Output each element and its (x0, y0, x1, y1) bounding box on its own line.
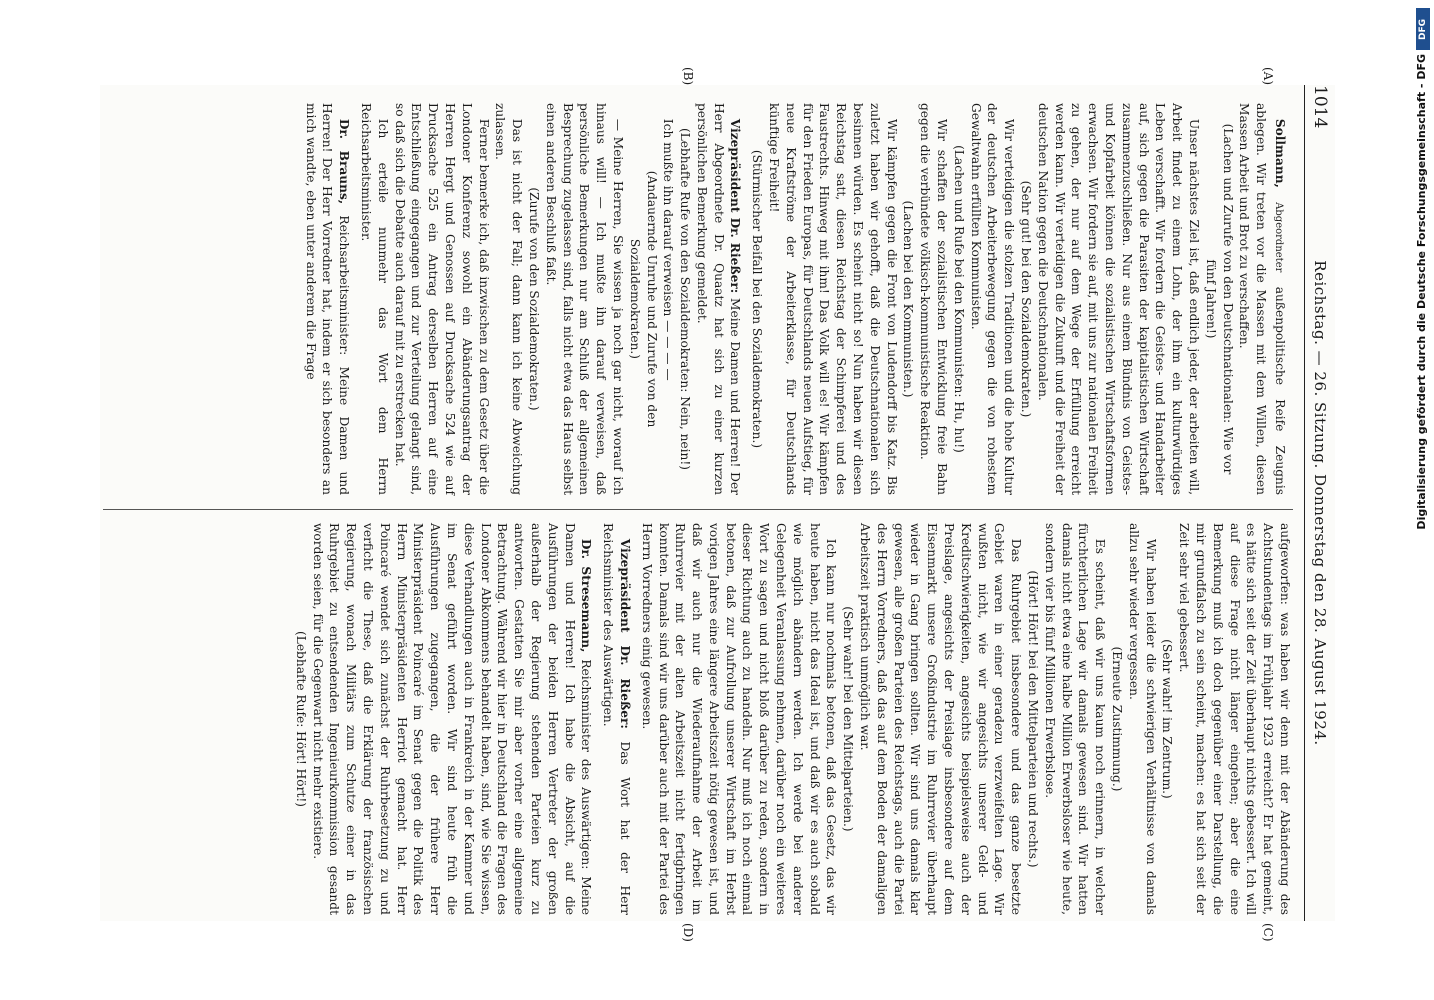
body-paragraph (660, 103, 677, 495)
interjection-text: (Sehr wahr! bei den Mittelparteien.) (841, 606, 856, 832)
interjection (626, 103, 660, 495)
interjection (292, 523, 309, 915)
speech-text: außenpolitische Reife Zeugnis ablegen. Wir treten vor die Massen mit dem Willen, diesen Massen Arbeit und Brot zu verschaffen. (1237, 103, 1287, 496)
interjection (1017, 103, 1034, 495)
body-paragraph (916, 103, 950, 495)
body-paragraph (856, 523, 1024, 915)
speaker-name: Vizepräsident Dr. Rießer: (728, 118, 743, 294)
body-paragraph (1041, 523, 1108, 915)
interjection-text: (Zurufe von den Sozialdemokraten.) (526, 187, 541, 411)
body-paragraph (1125, 523, 1159, 915)
margin-marker-c: (C) (1261, 923, 1275, 942)
interjection-text: (Lachen und Rufe bei den Kommunisten: Hu, hu!) (951, 145, 966, 453)
margin-marker-b: (B) (681, 67, 695, 86)
interjection-text: (Lebhafte Rufe: Hört! Hört!) (293, 630, 308, 807)
interjection (839, 523, 856, 915)
interjection (1159, 523, 1176, 915)
interjection-text: (Stürmischer Beifall bei den Sozialdemokraten.) (750, 149, 765, 449)
body-paragraph (967, 103, 1017, 495)
interjection (1108, 523, 1125, 915)
speaker-role: Abgeordneter (1273, 202, 1284, 273)
interjection (1024, 523, 1041, 915)
paragraph-text: Das ist nicht der Fall; dann kann ich keine Abweichung zulassen. (493, 103, 525, 495)
speech-paragraph (693, 103, 743, 495)
body-paragraph (638, 523, 840, 915)
body-paragraph (1034, 103, 1202, 495)
interjection-text: (Erneute Zustimmung.) (1110, 646, 1125, 792)
page-number: 1014 (1310, 85, 1330, 129)
text-column-right (103, 523, 1293, 915)
paragraph-text: aufgeworfen: was haben wir denn mit der Abänderung des Achtstundentags im Frühjahr 1923 erreicht? Er hat gemeint, es hätte sich seit der Zeit überhaupt nichts gebessert. Ich will auf diese Frage nicht länger eingehen; aber die eine Bemerkung muß ich doch gegenüber einer Darstellung, die mir grundfalsch zu sein scheint, machen: es hat sich seit der Zeit sehr viel gebessert. (1177, 523, 1292, 915)
body-paragraph (542, 103, 626, 495)
paragraph-text: Es scheint, daß wir uns kaum noch erinnern, in welcher fürchterlichen Lage wir damals gewesen sind. Wir hatten damals nicht etwa eine halbe Million Erwerbsloser wie heute, sondern vier bis fünf Millionen Erwerbslose. (1042, 523, 1108, 915)
interjection-text: (Sehr wahr! im Zentrum.) (1160, 639, 1175, 799)
speech-paragraph (1236, 103, 1288, 495)
interjection (1202, 103, 1236, 495)
body-paragraph (391, 103, 492, 495)
paragraph-text: Ich kann nur nochmals betonen, daß das Gesetz, das wir heute haben, nicht das Ideal ist, und daß wir es auch sobald wie möglich abändern werden. Ich werde bei anderer Gelegenheit Veranlassung nehmen, darüber noch ein weiteres Wort zu sagen und nicht bloß darüber zu reden, sondern in dieser Richtung auch zu handeln. Nur muß ich noch einmal betonen, daß zur Aufrollung unserer Wirtschaft im Herbst vorigen Jahres eine längere Arbeitszeit nötig gewesen ist, und daß wir auch nur die Wiederaufnahme der Arbeit im Ruhrrevier mit der alten Arbeitszeit nicht fertigbringen konnten. Damals sind wir uns darüber auch mit der Partei des Herrn Vorredners einig gewesen. (639, 523, 839, 915)
digitization-credit (1412, 8, 1434, 993)
interjection (749, 103, 766, 495)
interjection-text: (Sehr gut! bei den Sozialdemokraten.) (1019, 180, 1034, 418)
dfg-logo-icon: DFG (1416, 8, 1430, 50)
speech-paragraph (302, 103, 352, 495)
paragraph-text: Ferner bemerke ich, daß inzwischen zu dem Gesetz über die Londoner Konferenz sowohl ein Abänderungsantrag der Herren Hergt und Genossen auf Drucksache 524 wie auf Drucksache 525 ein Antrag derselben Herren auf eine Entschließung eingegangen und zur Verteilung gelangt sind, so daß sich die Debatte auch darauf mit zu erstrecken hat. (392, 103, 491, 495)
margin-marker-d: (D) (681, 923, 695, 942)
interjection (900, 103, 917, 495)
credit-text: Digitalisierung gefördert durch die Deutsche Forschungsgemeinschaft - DFG (1415, 54, 1428, 530)
speech-text: Meine Damen und Herren! Der Herr Abgeordnete Dr. Quaatz hat sich zu einer kurzen persönlichen Bemerkung gemeldet. (694, 103, 743, 495)
speech-text: Reichsarbeitsminister: Meine Damen und Herren! Der Herr Vorredner hat, indem er sich besonders an mich wandte, eben unter anderem die Frage (303, 103, 352, 495)
paragraph-text: Ich mußte ihn darauf verweisen — — — — (661, 118, 676, 381)
interjection-text: (Lachen bei den Kommunisten.) (901, 200, 916, 398)
speech-paragraph (599, 523, 633, 915)
paragraph-text: Das Ruhrgebiet insbesondere und das ganze besetzte Gebiet waren in einer geradezu verzweifelten Lage. Wir wußten nicht, wie wir angesichts unserer Geld- und Kreditschwierigkeiten, angesichts beispielsweise auch der Preislage, angesichts der Preislage insbesondere auf dem Eisenmarkt unsere Großindustrie im Ruhrrevier überhaupt wieder in Gang bringen sollten. Wir sind uns damals klar gewesen, alle großen Parteien des Reichstags, auch die Partei des Herrn Vorredners, daß das auf dem Boden der damaligen Arbeitszeit praktisch unmöglich war. (858, 523, 1024, 915)
body-paragraph (357, 103, 391, 495)
speech-paragraph (309, 523, 595, 915)
body-paragraph (765, 103, 899, 495)
paragraph-text: Wir verteidigen die stolzen Traditionen und die hohe Kultur der deutschen Arbeiterbewegung gegen die von rohestem Gewaltwahn erfüllten Kommunisten. (968, 103, 1017, 495)
margin-marker-a: (A) (1261, 67, 1275, 86)
paragraph-text: — Meine Herren, Sie wissen ja noch gar nicht, worauf ich hinaus will! — Ich mußte ihn darauf verweisen, daß persönliche Bemerkungen nur am Schluß der allgemeinen Besprechung zugelassen sind, falls nicht etwa das Haus selbst einen anderen Beschluß faßt. (543, 103, 625, 495)
interjection (950, 103, 967, 495)
page-header (1304, 85, 1335, 921)
speaker-name: Sollmann, (1273, 118, 1287, 188)
body-paragraph (492, 103, 526, 495)
text-column-left (103, 103, 1293, 495)
interjection-text: (Lachen und Zurufe von den Deutschnationalen: Wie vor fünf Jahren!) (1203, 123, 1235, 475)
paragraph-text: Unser nächstes Ziel ist, daß endlich jeder, der arbeiten will, Arbeit findet zu einem Lohn, der ihm ein kulturwürdiges Leben verschafft. Wir fordern die Geistes- und Handarbeiter auf, sich gegen die Parasiten der kapitalistischen Wirtschaft zusammenzuschließen. Nur aus einem Bündnis von Geistes- und Kopfarbeit können die sozialistischen Wirtschaftsformen erwachsen. Wir fordern sie auf, mit uns zur nationalen Freiheit zu gehen, der nur auf dem Wege der Erfüllung erreicht werden kann. Wir verteidigen die Zukunft und die Freiheit der deutschen Nation gegen die Deutschnationalen. (1035, 103, 1202, 495)
paragraph-text: Wir haben leider die schwierigen Verhältnisse von damals allzu sehr wieder vergessen. (1126, 523, 1158, 915)
speaker-name: Dr. Brauns, (337, 118, 352, 205)
body-paragraph (1175, 523, 1293, 915)
speaker-name: Vizepräsident Dr. Rießer: (617, 538, 632, 729)
interjection-text: (Hört! Hört! bei den Mittelparteien und rechts.) (1026, 570, 1041, 868)
speaker-name: Dr. Stresemann, (579, 538, 594, 653)
column-divider (103, 509, 1293, 510)
paragraph-text: Ich erteile nunmehr das Wort dem Herrn Reichsarbeitsminister. (358, 103, 390, 495)
paragraph-text: Wir schaffen der sozialistischen Entwicklung freie Bahn gegen die verbündete völkisch-kommunistische Reaktion. (918, 103, 950, 495)
running-title: Reichstag. — 26. Sitzung. Donnerstag den 28. August 1924. (1311, 260, 1329, 746)
speech-text: Das Wort hat der Herr Reichsminister des Auswärtigen. (601, 523, 632, 915)
document-page (100, 67, 1335, 942)
interjection (525, 103, 542, 495)
interjection-text: (Andauernde Unruhe und Zurufe von den Sozialdemokraten.) (627, 170, 659, 428)
speech-text: Reichsminister des Auswärtigen: Meine Damen und Herren! Ich habe die Absicht, auf die Ausführungen der beiden Herren Vertreter der großen außerhalb der Regierung stehenden Parteien kurz zu antworten. Gestatten Sie mir aber vorher eine allgemeine Betrachtung. Während wir hier in Deutschland die Fragen des Londoner Abkommens behandelt haben, sind, wie Sie wissen, diese Verhandlungen auch in Frankreich in der Kammer und im Senat geführt worden. Wir sind heute früh die Ausführungen zugegangen, die der frühere Herr Ministerpräsident Poincaré im Senat gegen die Politik des Herrn Ministerpräsidenten Herriot gemacht hat. Herr Poincaré wendet sich zunächst der Ruhrbesetzung zu und verficht die These, daß die Erklärung der französischen Regierung, wonach Militärs zum Schutze einer in das Ruhrgebiet zu entsendenden Ingenieurkommission gesandt worden seien, für die Gegenwart nicht mehr existiere. (310, 523, 594, 915)
interjection (676, 103, 693, 495)
interjection-text: (Lebhafte Rufe von den Sozialdemokraten: Nein, nein!) (678, 127, 693, 471)
paragraph-text: Wir kämpfen gegen die Front von Ludendorff bis Katz. Bis zuletzt haben wir gehofft, daß die Deutschnationalen sich besinnen würden. Es scheint nicht so! Nun haben wir diesen Reichstag satt, diesen Reichstag der Schimpferei und des Faustrechts. Hinweg mit ihm! Das Volk will es! Wir kämpfen für den Frieden Europas, für Deutschlands neuen Aufstieg, für neue Kraftströme der Arbeiterklasse, für Deutschlands künftige Freiheit! (767, 103, 899, 495)
